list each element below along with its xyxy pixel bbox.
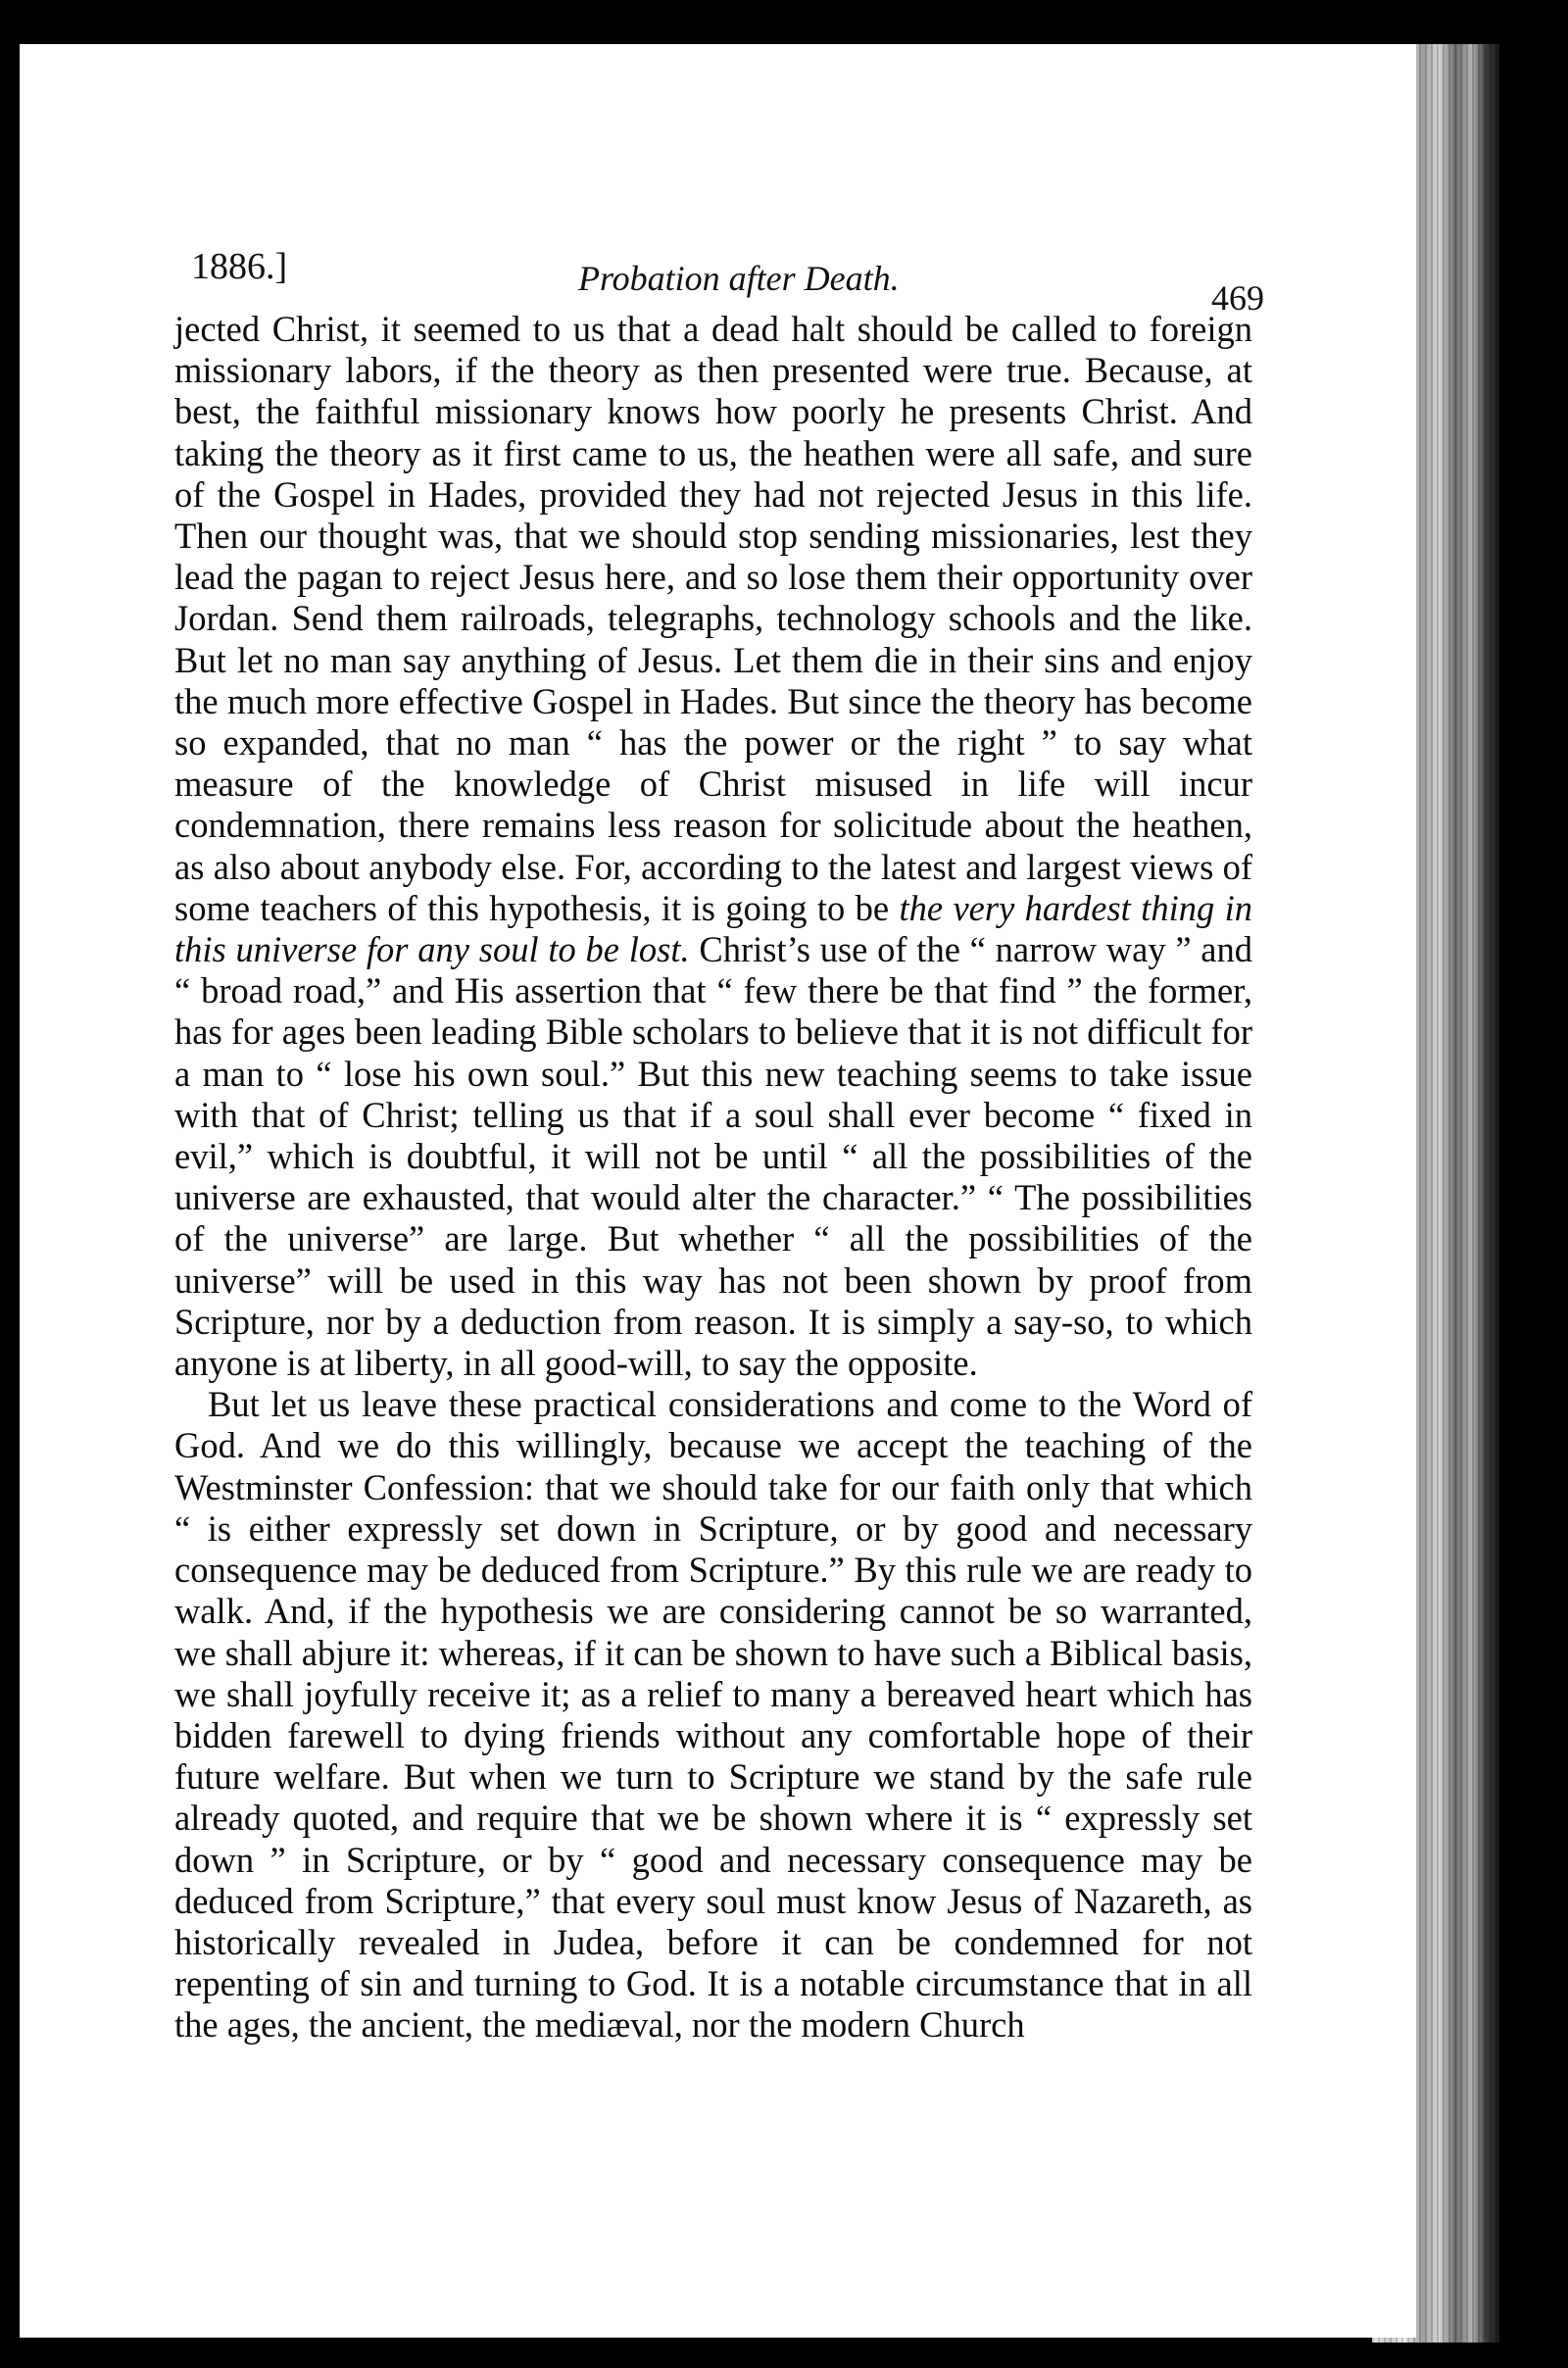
- book-page: [20, 44, 1416, 2338]
- paragraph-1-italic: the very hardest thing in this universe for any soul to be lost.: [174, 887, 1252, 970]
- body-text: [174, 309, 1252, 2047]
- paragraph-1-part-b: Christ’s use of the “ narrow way ” and “ broad road,” and His assertion that “ few there be that find ” the former, has for ages been leading Bible scholars to believe that it is not difficult for a man to “ lose his own soul.” But this new teaching seems to take issue with that of Christ; telling us that if a soul shall ever become “ fixed in evil,” which is doubtful, it will not be until “ all the possibilities of the universe are exhausted, that would alter the character.” “ The possibilities of the universe” are large. But whether “ all the possibilities of the universe” will be used in this way has not been shown by proof from Scripture, nor by a deduction from reason. It is simply a say-so, to which anyone is at liberty, in all good-will, to say the opposite.: [174, 929, 1252, 1384]
- paragraph-1-part-a: jected Christ, it seemed to us that a dead halt should be called to foreign missionary labors, if the theory as then presented were true. Because, at best, the faithful missionary knows how poorly he presents Christ. And taking the theory as it first came to us, the heathen were all safe, and sure of the Gospel in Hades, provided they had not rejected Jesus in this life. Then our thought was, that we should stop sending missionaries, lest they lead the pagan to reject Jesus here, and so lose them their opportunity over Jordan. Send them railroads, telegraphs, technology schools and the like. But let no man say anything of Jesus. Let them die in their sins and enjoy the much more effective Gospel in Hades. But since the theory has become so expanded, that no man “ has the power or the right ” to say what measure of the knowledge of Christ misused in life will incur condemnation, there remains less reason for solicitude about the heathen, as also about anybody else. For, according to the latest and largest views of some teachers of this hypothesis, it is going to be: [174, 309, 1252, 928]
- page-number: 469: [1211, 278, 1264, 318]
- running-head-year: 1886.]: [191, 246, 288, 287]
- running-head-title: Probation after Death.: [578, 259, 900, 298]
- paragraph-1: [174, 309, 1252, 1384]
- running-head: [191, 240, 1264, 318]
- paragraph-2: But let us leave these practical considerations and come to the Word of God. And we do this willingly, because we accept the teaching of the Westminster Confession: that we should take for our faith only that which “ is either expressly set down in Scripture, or by good and necessary consequence may be deduced from Scripture.” By this rule we are ready to walk. And, if the hypothesis we are considering cannot be so warranted, we shall abjure it: whereas, if it can be shown to have such a Biblical basis, we shall joyfully receive it; as a relief to many a bereaved heart which has bidden farewell to dying friends without any comfortable hope of their future welfare. But when we turn to Scripture we stand by the safe rule already quoted, and require that we be shown where it is “ expressly set down ” in Scripture, or by “ good and necessary consequence may be deduced from Scripture,” that every soul must know Jesus of Nazareth, as historically revealed in Judea, before it can be condemned for not repenting of sin and turning to God. It is a notable circumstance that in all the ages, the ancient, the mediæval, nor the modern Church: [174, 1384, 1252, 2046]
